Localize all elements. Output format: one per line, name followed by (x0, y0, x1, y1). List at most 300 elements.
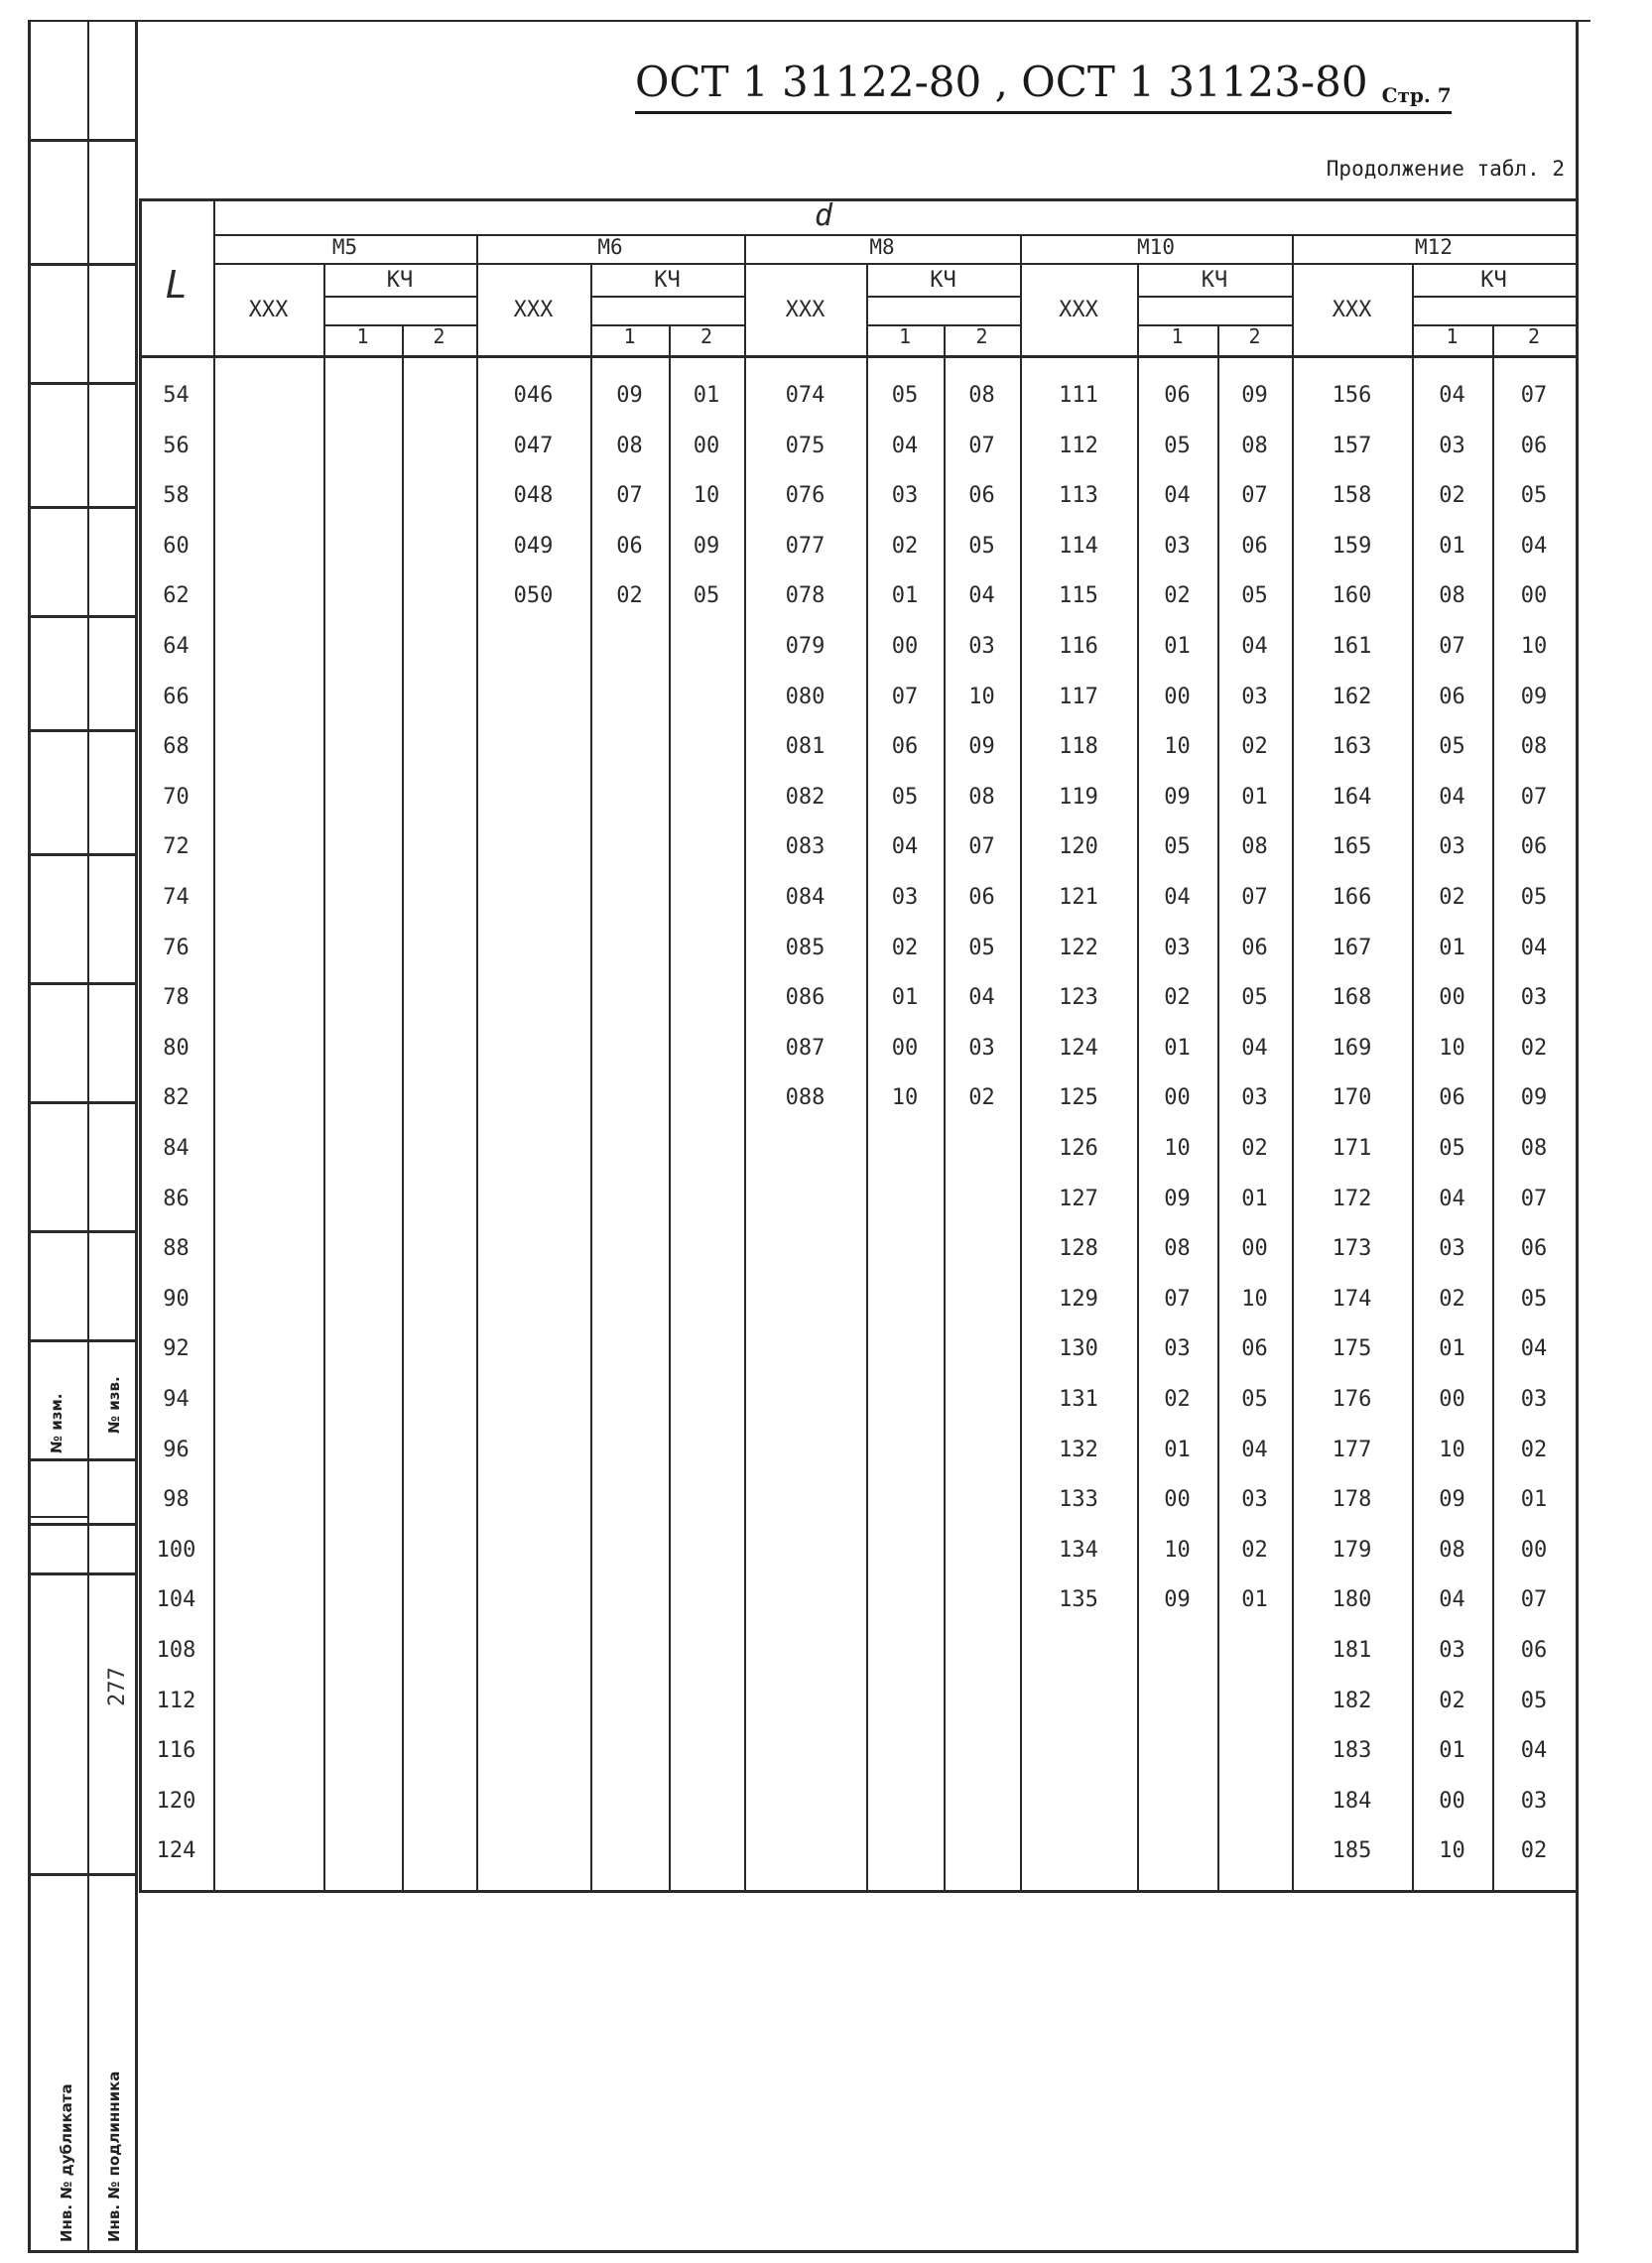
xxx-value: 169 (1332, 1035, 1372, 1061)
kch1-value: 09 (1439, 1487, 1465, 1513)
kch-1-header: 1 (898, 324, 912, 348)
kch1-value: 03 (1439, 1236, 1465, 1262)
xxx-column-border (323, 263, 325, 1890)
kch1-value: 02 (1164, 1387, 1191, 1412)
xxx-value: 111 (1059, 383, 1098, 408)
kch2-value: 01 (1520, 1487, 1548, 1513)
kch1-value: 02 (1439, 483, 1465, 509)
sheet-number: 277 (105, 1667, 130, 1706)
kch1-value: 05 (891, 784, 919, 810)
kch1-value: 10 (1439, 1838, 1465, 1864)
kch1-value: 06 (1164, 383, 1191, 408)
kch1-value: 02 (891, 935, 919, 960)
L-value: 68 (163, 734, 190, 760)
kch2-value: 01 (693, 383, 720, 408)
kch1-value: 00 (1164, 1487, 1191, 1513)
xxx-value: 132 (1059, 1437, 1098, 1462)
kch1-value: 08 (1164, 1236, 1191, 1262)
kch2-value: 03 (968, 1035, 995, 1061)
L-value: 54 (163, 383, 190, 408)
xxx-value: 075 (785, 433, 826, 458)
kch2-value: 06 (1241, 935, 1268, 960)
kch1-value: 09 (1164, 1587, 1191, 1613)
kch1-value: 07 (616, 483, 643, 509)
margin-tick (28, 1458, 135, 1461)
L-value: 108 (156, 1638, 196, 1663)
kch2-value: 02 (1241, 1537, 1268, 1563)
kch1-value: 01 (1439, 1336, 1465, 1362)
xxx-value: 125 (1059, 1085, 1098, 1111)
xxx-value: 182 (1332, 1688, 1372, 1713)
xxx-value: 085 (785, 935, 826, 960)
kch2-value: 06 (1241, 1336, 1268, 1362)
kch-2-header: 2 (1527, 324, 1541, 348)
kch1-value: 03 (1439, 1638, 1465, 1663)
kch2-value: 08 (968, 383, 995, 408)
L-value: 90 (163, 1286, 190, 1312)
kch1-value: 04 (891, 834, 919, 860)
margin-divider-1 (87, 20, 89, 2252)
xxx-value: 123 (1059, 985, 1098, 1011)
margin-tick (28, 982, 135, 985)
kch1-value: 00 (891, 634, 919, 659)
xxx-value: 088 (785, 1085, 826, 1111)
kch1-value: 04 (1164, 483, 1191, 509)
kch1-value: 06 (616, 533, 643, 559)
kch2-value: 04 (1241, 1437, 1268, 1462)
L-value: 88 (163, 1236, 190, 1262)
xxx-value: 081 (785, 734, 826, 760)
L-value: 64 (163, 634, 190, 659)
document-title (635, 58, 1452, 114)
xxx-value: 161 (1332, 634, 1372, 659)
kch2-value: 04 (968, 985, 995, 1011)
xxx-value: 126 (1059, 1136, 1098, 1161)
L-value: 74 (163, 885, 190, 910)
kch-line (866, 296, 1020, 298)
kch1-value: 08 (616, 433, 643, 458)
xxx-value: 120 (1059, 834, 1098, 860)
margin-tick (28, 382, 135, 385)
kch1-value: 10 (1439, 1437, 1465, 1462)
xxx-value: 115 (1059, 583, 1098, 609)
kch1-value: 02 (1439, 1688, 1465, 1713)
kch2-value: 08 (1520, 1136, 1548, 1161)
kch-2-header: 2 (433, 324, 445, 348)
kch1-value: 02 (1439, 1286, 1465, 1312)
duplicate-inventory-label: Инв. № дубликата (58, 2083, 75, 2242)
kch1-value: 03 (1439, 433, 1465, 458)
kch2-value: 10 (1520, 634, 1548, 659)
L-header: L (165, 263, 189, 307)
xxx-value: 156 (1332, 383, 1372, 408)
xxx-value: 181 (1332, 1638, 1372, 1663)
L-value: 66 (163, 684, 190, 709)
margin-tick (28, 615, 135, 618)
kch-split-border (669, 324, 671, 1890)
kch-split-border (402, 324, 404, 1890)
kch1-value: 05 (891, 383, 919, 408)
xxx-value: 046 (513, 383, 554, 408)
xxx-value: 133 (1059, 1487, 1098, 1513)
group-М12-label: М12 (1415, 235, 1453, 259)
kch2-value: 09 (1520, 1085, 1548, 1111)
kch2-value: 04 (1520, 533, 1548, 559)
xxx-value: 118 (1059, 734, 1098, 760)
kch1-value: 04 (1439, 1186, 1465, 1211)
kch-header: КЧ (930, 268, 956, 293)
xxx-header: ХХХ (785, 298, 826, 322)
kch2-value: 05 (1520, 1688, 1548, 1713)
kch1-value: 01 (1439, 935, 1465, 960)
xxx-value: 164 (1332, 784, 1372, 810)
kch1-value: 02 (1164, 985, 1191, 1011)
xxx-value: 079 (785, 634, 826, 659)
L-value: 84 (163, 1136, 190, 1161)
xxx-value: 184 (1332, 1788, 1372, 1814)
kch1-value: 05 (1164, 433, 1191, 458)
kch2-value: 06 (968, 885, 995, 910)
xxx-value: 119 (1059, 784, 1098, 810)
kch1-value: 04 (891, 433, 919, 458)
xxx-value: 114 (1059, 533, 1098, 559)
kch1-value: 10 (1164, 734, 1191, 760)
kch1-value: 07 (1164, 1286, 1191, 1312)
kch2-value: 07 (968, 433, 995, 458)
xxx-value: 183 (1332, 1738, 1372, 1764)
L-value: 100 (156, 1537, 196, 1563)
kch2-value: 09 (1520, 684, 1548, 709)
kch-2-header: 2 (1248, 324, 1261, 348)
table-top-line (139, 198, 1576, 201)
notice-number-label: № изв. (105, 1376, 123, 1434)
xxx-value: 171 (1332, 1136, 1372, 1161)
L-value: 120 (156, 1788, 196, 1814)
kch1-value: 09 (616, 383, 643, 408)
kch1-value: 03 (1439, 834, 1465, 860)
kch2-value: 05 (1241, 583, 1268, 609)
group-header-line (213, 263, 1576, 265)
kch2-value: 04 (1241, 1035, 1268, 1061)
xxx-value: 083 (785, 834, 826, 860)
xxx-value: 086 (785, 985, 826, 1011)
kch1-value: 00 (891, 1035, 919, 1061)
kch1-value: 10 (1164, 1537, 1191, 1563)
kch2-value: 07 (1520, 383, 1548, 408)
xxx-value: 129 (1059, 1286, 1098, 1312)
group-М6-label: М6 (597, 235, 623, 259)
kch2-value: 08 (1241, 433, 1268, 458)
kch1-value: 03 (891, 885, 919, 910)
kch2-value: 04 (1241, 634, 1268, 659)
margin-tick (28, 729, 135, 732)
L-value: 72 (163, 834, 190, 860)
xxx-header: ХХХ (1059, 298, 1098, 322)
kch2-value: 00 (1520, 1537, 1548, 1563)
kch2-value: 06 (1520, 1638, 1548, 1663)
kch1-value: 04 (1439, 383, 1465, 408)
kch2-value: 03 (1241, 684, 1268, 709)
kch2-value: 02 (1520, 1035, 1548, 1061)
xxx-value: 080 (785, 684, 826, 709)
xxx-value: 185 (1332, 1838, 1372, 1864)
xxx-value: 165 (1332, 834, 1372, 860)
kch1-value: 03 (1164, 533, 1191, 559)
L-value: 86 (163, 1186, 190, 1211)
xxx-value: 179 (1332, 1537, 1372, 1563)
kch1-value: 09 (1164, 784, 1191, 810)
L-value: 112 (156, 1688, 196, 1713)
kch2-value: 07 (1520, 784, 1548, 810)
kch-line (1137, 296, 1292, 298)
kch2-value: 06 (1520, 1236, 1548, 1262)
xxx-value: 134 (1059, 1537, 1098, 1563)
kch1-value: 04 (1439, 784, 1465, 810)
xxx-value: 180 (1332, 1587, 1372, 1613)
L-value: 76 (163, 935, 190, 960)
kch1-value: 10 (891, 1085, 919, 1111)
margin-tick (28, 1101, 135, 1104)
L-value: 124 (156, 1838, 196, 1864)
kch1-value: 00 (1164, 684, 1191, 709)
kch1-value: 05 (1164, 834, 1191, 860)
kch2-value: 04 (968, 583, 995, 609)
kch-2-header: 2 (699, 324, 713, 348)
kch2-value: 00 (1520, 583, 1548, 609)
xxx-value: 163 (1332, 734, 1372, 760)
xxx-value: 074 (785, 383, 826, 408)
xxx-value: 157 (1332, 433, 1372, 458)
kch1-value: 08 (1439, 1537, 1465, 1563)
kch1-value: 01 (1439, 1738, 1465, 1764)
xxx-value: 087 (785, 1035, 826, 1061)
xxx-header: ХХХ (248, 298, 289, 322)
xxx-value: 048 (513, 483, 554, 509)
margin-tick (28, 1230, 135, 1233)
kch2-value: 05 (1520, 885, 1548, 910)
kch1-value: 01 (891, 985, 919, 1011)
kch1-value: 02 (616, 583, 643, 609)
frame-bottom-border (28, 2250, 1579, 2253)
kch1-value: 06 (891, 734, 919, 760)
L-value: 104 (156, 1587, 196, 1613)
L-value: 58 (163, 483, 190, 509)
margin-tick (28, 1873, 135, 1876)
xxx-value: 131 (1059, 1387, 1098, 1412)
xxx-value: 177 (1332, 1437, 1372, 1462)
kch-header: КЧ (1201, 268, 1228, 293)
kch1-value: 09 (1164, 1186, 1191, 1211)
xxx-value: 168 (1332, 985, 1372, 1011)
kch-header: КЧ (386, 268, 414, 293)
kch2-value: 02 (1520, 1437, 1548, 1462)
xxx-value: 130 (1059, 1336, 1098, 1362)
change-number-label: № изм. (48, 1393, 65, 1453)
margin-tick (28, 1516, 87, 1518)
kch1-value: 02 (1439, 885, 1465, 910)
kch2-value: 01 (1241, 1587, 1268, 1613)
L-value: 62 (163, 583, 190, 609)
kch-1-header: 1 (1171, 324, 1184, 348)
kch2-value: 01 (1241, 1186, 1268, 1211)
xxx-value: 162 (1332, 684, 1372, 709)
xxx-value: 172 (1332, 1186, 1372, 1211)
xxx-value: 159 (1332, 533, 1372, 559)
xxx-value: 049 (513, 533, 554, 559)
kch2-value: 07 (1520, 1186, 1548, 1211)
kch-line (1412, 296, 1576, 298)
kch1-value: 02 (1164, 583, 1191, 609)
margin-tick (28, 1572, 135, 1575)
d-header: d (814, 198, 833, 233)
kch2-value: 02 (968, 1085, 995, 1111)
kch2-value: 00 (693, 433, 720, 458)
L-column-border (213, 198, 215, 1890)
kch1-value: 00 (1439, 985, 1465, 1011)
kch2-value: 05 (1241, 1387, 1268, 1412)
kch2-value: 07 (1241, 885, 1268, 910)
margin-tick (28, 1523, 135, 1526)
kch2-value: 06 (1520, 433, 1548, 458)
kch2-value: 04 (1520, 1738, 1548, 1764)
margin-tick (28, 853, 135, 856)
kch2-value: 03 (1520, 1788, 1548, 1814)
group-М8-label: М8 (869, 235, 895, 259)
kch2-value: 06 (968, 483, 995, 509)
margin-tick (28, 506, 135, 509)
margin-divider-2 (135, 20, 138, 2252)
xxx-value: 167 (1332, 935, 1372, 960)
xxx-value: 077 (785, 533, 826, 559)
xxx-value: 176 (1332, 1387, 1372, 1412)
header-bottom-line (139, 355, 1576, 358)
xxx-value: 124 (1059, 1035, 1098, 1061)
L-value: 82 (163, 1085, 190, 1111)
L-value: 98 (163, 1487, 190, 1513)
kch2-value: 08 (1241, 834, 1268, 860)
kch1-value: 07 (1439, 634, 1465, 659)
kch2-value: 04 (1520, 1336, 1548, 1362)
kch1-value: 01 (891, 583, 919, 609)
xxx-value: 166 (1332, 885, 1372, 910)
xxx-value: 082 (785, 784, 826, 810)
xxx-value: 127 (1059, 1186, 1098, 1211)
xxx-value: 173 (1332, 1236, 1372, 1262)
L-value: 92 (163, 1336, 190, 1362)
kch1-value: 10 (1439, 1035, 1465, 1061)
kch2-value: 03 (1241, 1085, 1268, 1111)
xxx-value: 078 (785, 583, 826, 609)
kch2-value: 05 (968, 533, 995, 559)
xxx-value: 116 (1059, 634, 1098, 659)
L-value: 94 (163, 1387, 190, 1412)
xxx-value: 178 (1332, 1487, 1372, 1513)
kch-2-header: 2 (975, 324, 988, 348)
xxx-value: 175 (1332, 1336, 1372, 1362)
kch2-value: 10 (693, 483, 720, 509)
group-М5-label: М5 (331, 235, 358, 259)
kch2-value: 07 (1241, 483, 1268, 509)
kch2-value: 02 (1241, 734, 1268, 760)
table-bottom-line (139, 1890, 1576, 1893)
xxx-value: 121 (1059, 885, 1098, 910)
kch2-value: 06 (1241, 533, 1268, 559)
kch2-value: 08 (1520, 734, 1548, 760)
kch1-value: 00 (1439, 1788, 1465, 1814)
kch1-value: 00 (1164, 1085, 1191, 1111)
L-value: 80 (163, 1035, 190, 1061)
kch2-value: 10 (1241, 1286, 1268, 1312)
table-continuation-note: Продолжение табл. 2 (1326, 157, 1565, 181)
kch1-value: 01 (1164, 1437, 1191, 1462)
kch1-value: 06 (1439, 684, 1465, 709)
kch1-value: 01 (1164, 634, 1191, 659)
kch2-value: 03 (968, 634, 995, 659)
xxx-header: ХХХ (513, 298, 554, 322)
xxx-value: 158 (1332, 483, 1372, 509)
L-value: 116 (156, 1738, 196, 1764)
kch-header: КЧ (1480, 268, 1507, 293)
kch2-value: 08 (968, 784, 995, 810)
kch2-value: 09 (693, 533, 720, 559)
L-value: 56 (163, 433, 190, 458)
kch1-value: 00 (1439, 1387, 1465, 1412)
xxx-value: 170 (1332, 1085, 1372, 1111)
kch-line (590, 296, 744, 298)
kch2-value: 03 (1241, 1487, 1268, 1513)
kch-1-header: 1 (356, 324, 369, 348)
kch2-value: 10 (968, 684, 995, 709)
xxx-value: 050 (513, 583, 554, 609)
kch1-value: 04 (1164, 885, 1191, 910)
kch2-value: 02 (1241, 1136, 1268, 1161)
kch2-value: 06 (1520, 834, 1548, 860)
xxx-value: 047 (513, 433, 554, 458)
kch2-value: 05 (1241, 985, 1268, 1011)
margin-tick (28, 139, 135, 142)
title-text: ОСТ 1 31122-80 , ОСТ 1 31123-80 (635, 58, 1368, 106)
L-value: 70 (163, 784, 190, 810)
kch2-value: 01 (1241, 784, 1268, 810)
kch1-value: 05 (1439, 1136, 1465, 1161)
kch2-value: 07 (968, 834, 995, 860)
kch1-value: 07 (891, 684, 919, 709)
xxx-header: ХХХ (1332, 298, 1372, 322)
xxx-value: 117 (1059, 684, 1098, 709)
kch2-value: 02 (1520, 1838, 1548, 1864)
kch2-value: 05 (1520, 1286, 1548, 1312)
kch2-value: 03 (1520, 985, 1548, 1011)
kch2-value: 03 (1520, 1387, 1548, 1412)
page-label: Стр. 7 (1381, 83, 1452, 107)
xxx-value: 174 (1332, 1286, 1372, 1312)
xxx-value: 084 (785, 885, 826, 910)
kch1-value: 08 (1439, 583, 1465, 609)
group-М10-label: М10 (1137, 235, 1175, 259)
kch2-value: 09 (968, 734, 995, 760)
kch-1-header: 1 (1446, 324, 1459, 348)
kch1-value: 03 (1164, 935, 1191, 960)
kch1-value: 10 (1164, 1136, 1191, 1161)
xxx-value: 076 (785, 483, 826, 509)
kch2-value: 05 (693, 583, 720, 609)
L-value: 60 (163, 533, 190, 559)
kch1-value: 03 (891, 483, 919, 509)
xxx-value: 160 (1332, 583, 1372, 609)
kch2-value: 05 (968, 935, 995, 960)
kch1-value: 01 (1439, 533, 1465, 559)
kch2-value: 07 (1520, 1587, 1548, 1613)
